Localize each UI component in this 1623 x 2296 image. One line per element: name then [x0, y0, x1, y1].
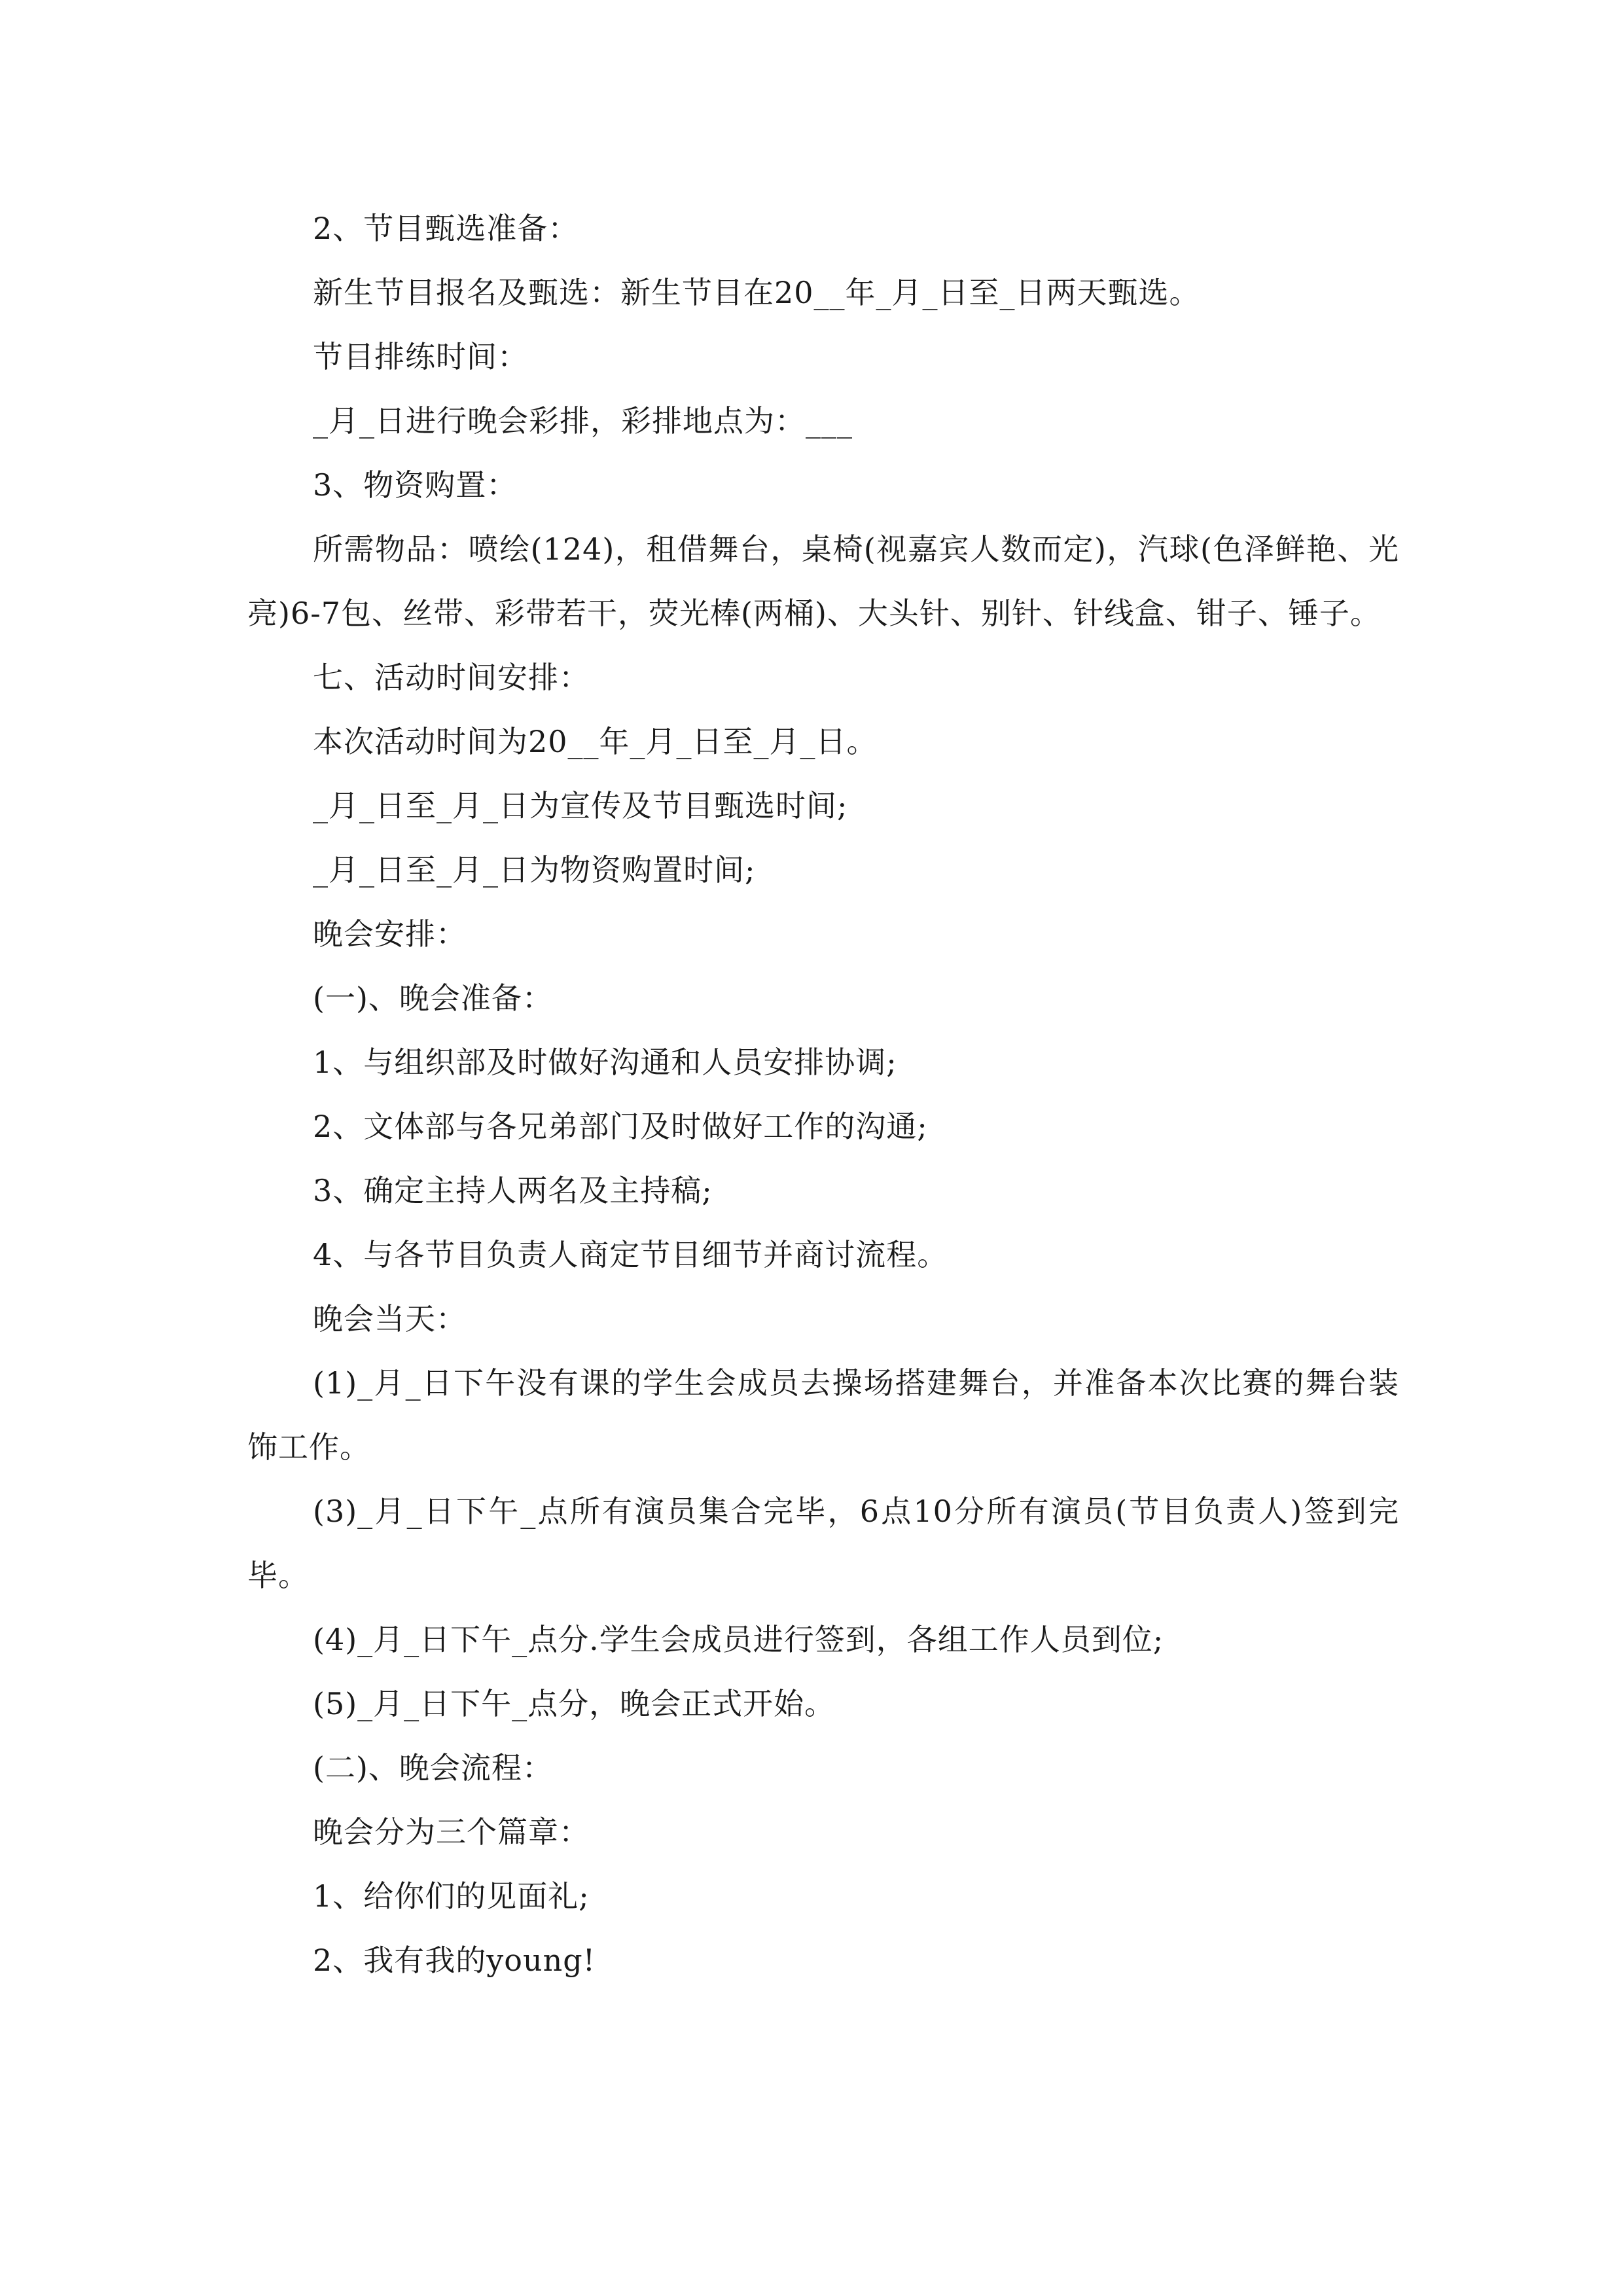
- paragraph-evening-arrangement: 晚会安排：: [313, 916, 467, 952]
- document-body: [247, 196, 1399, 1992]
- paragraph-chapter-2: 2、我有我的young!: [313, 1943, 596, 1978]
- paragraph-prep-item-4: 4、与各节目负责人商定节目细节并商讨流程。: [313, 1237, 948, 1272]
- paragraph-evening-prep-heading: (一)、晚会准备：: [313, 980, 553, 1016]
- paragraph-chapter-1: 1、给你们的见面礼;: [313, 1878, 590, 1914]
- paragraph-prep-item-1: 1、与组织部及时做好沟通和人员安排协调;: [313, 1045, 897, 1080]
- paragraph-evening-flow-heading: (二)、晚会流程：: [313, 1750, 553, 1785]
- paragraph-rehearsal-place: _月_日进行晚会彩排，彩排地点为：___: [313, 403, 853, 439]
- paragraph-prep-item-2: 2、文体部与各兄弟部门及时做好工作的沟通;: [313, 1109, 928, 1144]
- paragraph-schedule-heading: 七、活动时间安排：: [313, 660, 590, 695]
- paragraph-signup-selection: 新生节目报名及甄选：新生节目在20__年_月_日至_日两天甄选。: [313, 275, 1200, 310]
- paragraph-purchase-period: _月_日至_月_日为物资购置时间;: [313, 852, 756, 888]
- paragraph-day-item-3: (3)_月_日下午_点所有演员集合完毕，6点10分所有演员(节目负责人)签到完毕。: [247, 1494, 1399, 1593]
- paragraph-day-item-1: (1)_月_日下午没有课的学生会成员去操场搭建舞台，并准备本次比赛的舞台装饰工作。: [247, 1365, 1399, 1465]
- paragraph-publicity-period: _月_日至_月_日为宣传及节目甄选时间;: [313, 788, 848, 823]
- paragraph-evening-day-heading: 晚会当天：: [313, 1301, 467, 1336]
- paragraph-activity-period: 本次活动时间为20__年_月_日至_月_日。: [313, 724, 878, 759]
- paragraph-program-selection-heading: 2、节目甄选准备：: [313, 211, 579, 246]
- paragraph-rehearsal-time-heading: 节目排练时间：: [313, 339, 528, 374]
- paragraph-day-item-5: (5)_月_日下午_点分，晚会正式开始。: [313, 1686, 836, 1721]
- paragraph-materials-list: 所需物品：喷绘(124)，租借舞台，桌椅(视嘉宾人数而定)，汽球(色泽鲜艳、光亮)6-7包、丝带、彩带若干，荧光棒(两桶)、大头针、别针、针线盒、钳子、锤子。: [247, 531, 1399, 631]
- paragraph-day-item-4: (4)_月_日下午_点分.学生会成员进行签到，各组工作人员到位;: [313, 1622, 1164, 1657]
- paragraph-materials-heading: 3、物资购置：: [313, 467, 518, 503]
- paragraph-three-chapters: 晚会分为三个篇章：: [313, 1814, 590, 1850]
- paragraph-prep-item-3: 3、确定主持人两名及主持稿;: [313, 1173, 713, 1208]
